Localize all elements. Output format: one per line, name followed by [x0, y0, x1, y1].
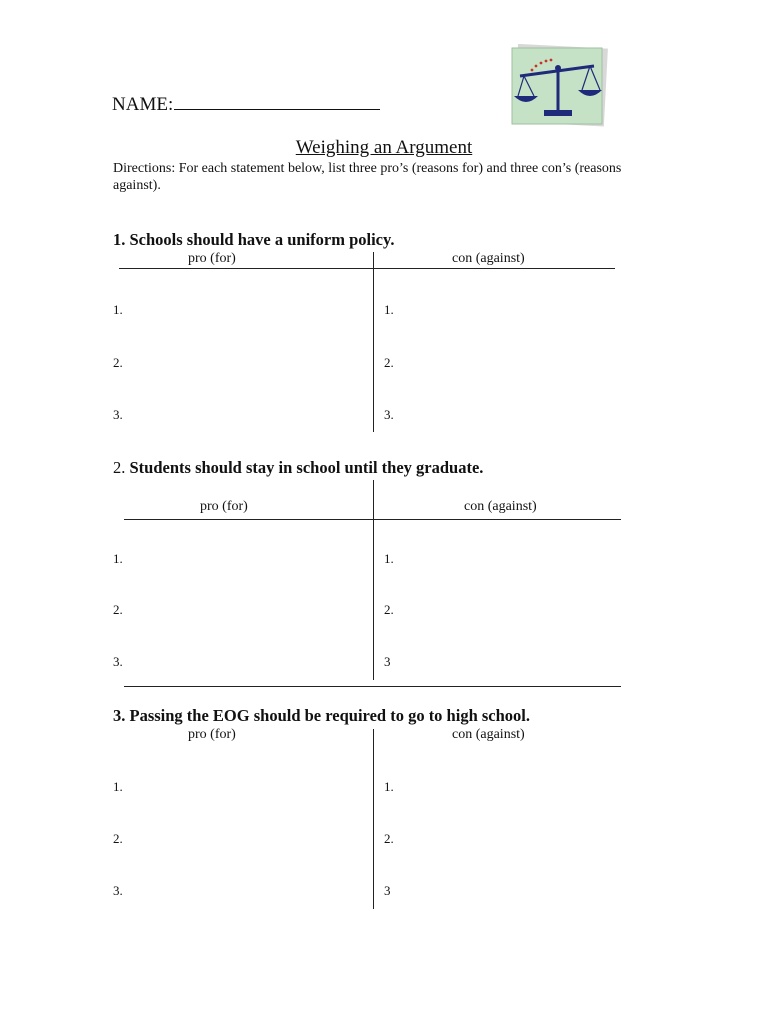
- name-field: [112, 90, 380, 116]
- con-item[interactable]: 1.: [384, 302, 394, 317]
- con-item[interactable]: 1.: [384, 551, 394, 566]
- con-header: con (against): [452, 727, 525, 742]
- directions-text: Directions: For each statement below, list three pro’s (reasons for) and three con’s (reasons against).: [113, 161, 622, 193]
- con-item[interactable]: 3: [384, 654, 391, 669]
- pro-item[interactable]: 3.: [113, 883, 123, 898]
- con-item[interactable]: 2.: [384, 831, 394, 846]
- table-bottom-rule: [124, 686, 621, 687]
- table-divider: [373, 480, 374, 680]
- page-title: Weighing an Argument: [295, 137, 473, 158]
- con-item[interactable]: 3.: [384, 407, 394, 422]
- pro-item[interactable]: 2.: [113, 831, 123, 846]
- question-3: 3. Passing the EOG should be required to go to high school.: [113, 706, 531, 725]
- pro-item[interactable]: 3.: [113, 407, 123, 422]
- table-divider: [373, 729, 374, 909]
- con-item[interactable]: 1.: [384, 779, 394, 794]
- pro-header: pro (for): [188, 251, 236, 266]
- pro-header: pro (for): [200, 499, 248, 514]
- pro-item[interactable]: 1.: [113, 302, 123, 317]
- con-item[interactable]: 3: [384, 883, 391, 898]
- pro-item[interactable]: 1.: [113, 551, 123, 566]
- con-item[interactable]: 2.: [384, 355, 394, 370]
- con-item[interactable]: 2.: [384, 602, 394, 617]
- name-blank-line[interactable]: [174, 90, 380, 110]
- pro-item[interactable]: 2.: [113, 602, 123, 617]
- name-label: NAME:: [112, 94, 174, 115]
- con-header: con (against): [464, 499, 537, 514]
- table-divider: [373, 252, 374, 432]
- question-2: 2. Students should stay in school until they graduate.: [113, 458, 484, 477]
- pro-item[interactable]: 2.: [113, 355, 123, 370]
- question-1: 1. Schools should have a uniform policy.: [113, 230, 395, 249]
- con-header: con (against): [452, 251, 525, 266]
- table-header-rule: [119, 268, 615, 269]
- balance-scale-icon: [508, 44, 608, 128]
- pro-header: pro (for): [188, 727, 236, 742]
- pro-item[interactable]: 3.: [113, 654, 123, 669]
- pro-item[interactable]: 1.: [113, 779, 123, 794]
